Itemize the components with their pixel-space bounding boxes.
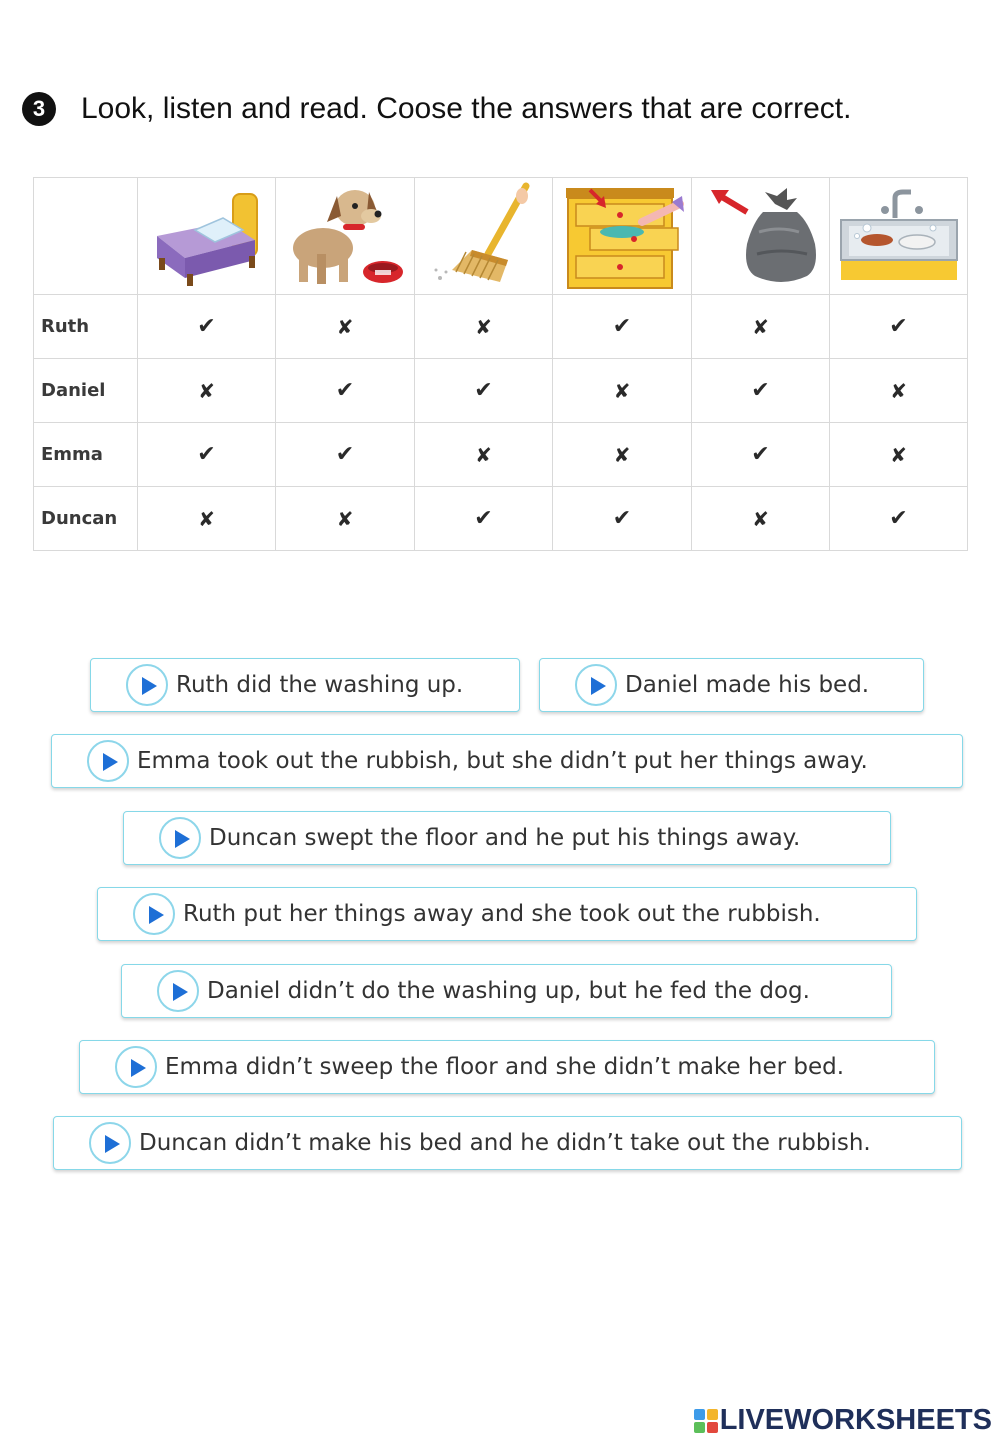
cross-mark-icon: ✘ bbox=[830, 423, 968, 487]
table-row-daniel bbox=[34, 359, 968, 423]
answer-choice-3[interactable] bbox=[51, 734, 963, 788]
check-mark-icon: ✔ bbox=[692, 423, 830, 487]
exercise-instruction: Look, listen and read. Coose the answers that are correct. bbox=[81, 92, 852, 125]
table-row-ruth bbox=[34, 295, 968, 359]
answer-choice-label: Duncan didn’t make his bed and he didn’t take out the rubbish. bbox=[139, 1130, 871, 1156]
answer-choice-label: Duncan swept the floor and he put his things away. bbox=[209, 825, 801, 851]
answer-choice-label: Daniel didn’t do the washing up, but he fed the dog. bbox=[207, 978, 810, 1004]
rubbish-bag-icon bbox=[692, 178, 830, 295]
answer-choice-6[interactable] bbox=[121, 964, 892, 1018]
check-mark-icon: ✔ bbox=[415, 359, 553, 423]
cross-mark-icon: ✘ bbox=[415, 295, 553, 359]
check-mark-icon: ✔ bbox=[830, 295, 968, 359]
play-audio-icon[interactable] bbox=[115, 1046, 157, 1088]
check-mark-icon: ✔ bbox=[138, 423, 276, 487]
cross-mark-icon: ✘ bbox=[830, 359, 968, 423]
table-body bbox=[34, 295, 968, 551]
answer-choice-label: Ruth put her things away and she took out the rubbish. bbox=[183, 901, 821, 927]
answer-choice-7[interactable] bbox=[79, 1040, 935, 1094]
check-mark-icon: ✔ bbox=[692, 359, 830, 423]
table-row-emma bbox=[34, 423, 968, 487]
exercise-header bbox=[22, 92, 851, 126]
table-row-duncan bbox=[34, 487, 968, 551]
table-header-row bbox=[34, 178, 968, 295]
play-audio-icon[interactable] bbox=[133, 893, 175, 935]
row-name: Emma bbox=[34, 423, 138, 487]
cross-mark-icon: ✘ bbox=[415, 423, 553, 487]
play-audio-icon[interactable] bbox=[87, 740, 129, 782]
check-mark-icon: ✔ bbox=[276, 423, 415, 487]
check-mark-icon: ✔ bbox=[276, 359, 415, 423]
play-audio-icon[interactable] bbox=[126, 664, 168, 706]
cross-mark-icon: ✘ bbox=[553, 423, 692, 487]
play-audio-icon[interactable] bbox=[89, 1122, 131, 1164]
answer-choice-5[interactable] bbox=[97, 887, 917, 941]
answer-choice-8[interactable] bbox=[53, 1116, 962, 1170]
drawers-icon bbox=[553, 178, 692, 295]
row-name: Ruth bbox=[34, 295, 138, 359]
dog-icon bbox=[276, 178, 415, 295]
check-mark-icon: ✔ bbox=[415, 487, 553, 551]
check-mark-icon: ✔ bbox=[138, 295, 276, 359]
play-audio-icon[interactable] bbox=[575, 664, 617, 706]
table-corner-cell bbox=[34, 178, 138, 295]
check-mark-icon: ✔ bbox=[553, 487, 692, 551]
cross-mark-icon: ✘ bbox=[276, 487, 415, 551]
row-name: Daniel bbox=[34, 359, 138, 423]
liveworksheets-logo bbox=[694, 1404, 992, 1437]
cross-mark-icon: ✘ bbox=[553, 359, 692, 423]
row-name: Duncan bbox=[34, 487, 138, 551]
cross-mark-icon: ✘ bbox=[138, 359, 276, 423]
check-mark-icon: ✔ bbox=[830, 487, 968, 551]
check-mark-icon: ✔ bbox=[553, 295, 692, 359]
sink-icon bbox=[830, 178, 968, 295]
logo-mark-icon bbox=[694, 1409, 718, 1433]
cross-mark-icon: ✘ bbox=[276, 295, 415, 359]
play-audio-icon[interactable] bbox=[157, 970, 199, 1012]
cross-mark-icon: ✘ bbox=[692, 487, 830, 551]
answer-choice-4[interactable] bbox=[123, 811, 891, 865]
logo-text: LIVEWORKSHEETS bbox=[719, 1404, 992, 1436]
cross-mark-icon: ✘ bbox=[138, 487, 276, 551]
answer-choice-label: Emma didn’t sweep the floor and she didn’t make her bed. bbox=[165, 1054, 845, 1080]
play-audio-icon[interactable] bbox=[159, 817, 201, 859]
answer-choice-1[interactable] bbox=[90, 658, 520, 712]
answer-choice-label: Ruth did the washing up. bbox=[176, 672, 464, 698]
answer-choice-label: Daniel made his bed. bbox=[625, 672, 870, 698]
exercise-number-badge: 3 bbox=[22, 92, 56, 126]
broom-icon bbox=[415, 178, 553, 295]
chores-table bbox=[33, 177, 968, 551]
cross-mark-icon: ✘ bbox=[692, 295, 830, 359]
answer-choice-2[interactable] bbox=[539, 658, 924, 712]
answer-choice-label: Emma took out the rubbish, but she didn’t put her things away. bbox=[137, 748, 868, 774]
bed-icon bbox=[138, 178, 276, 295]
